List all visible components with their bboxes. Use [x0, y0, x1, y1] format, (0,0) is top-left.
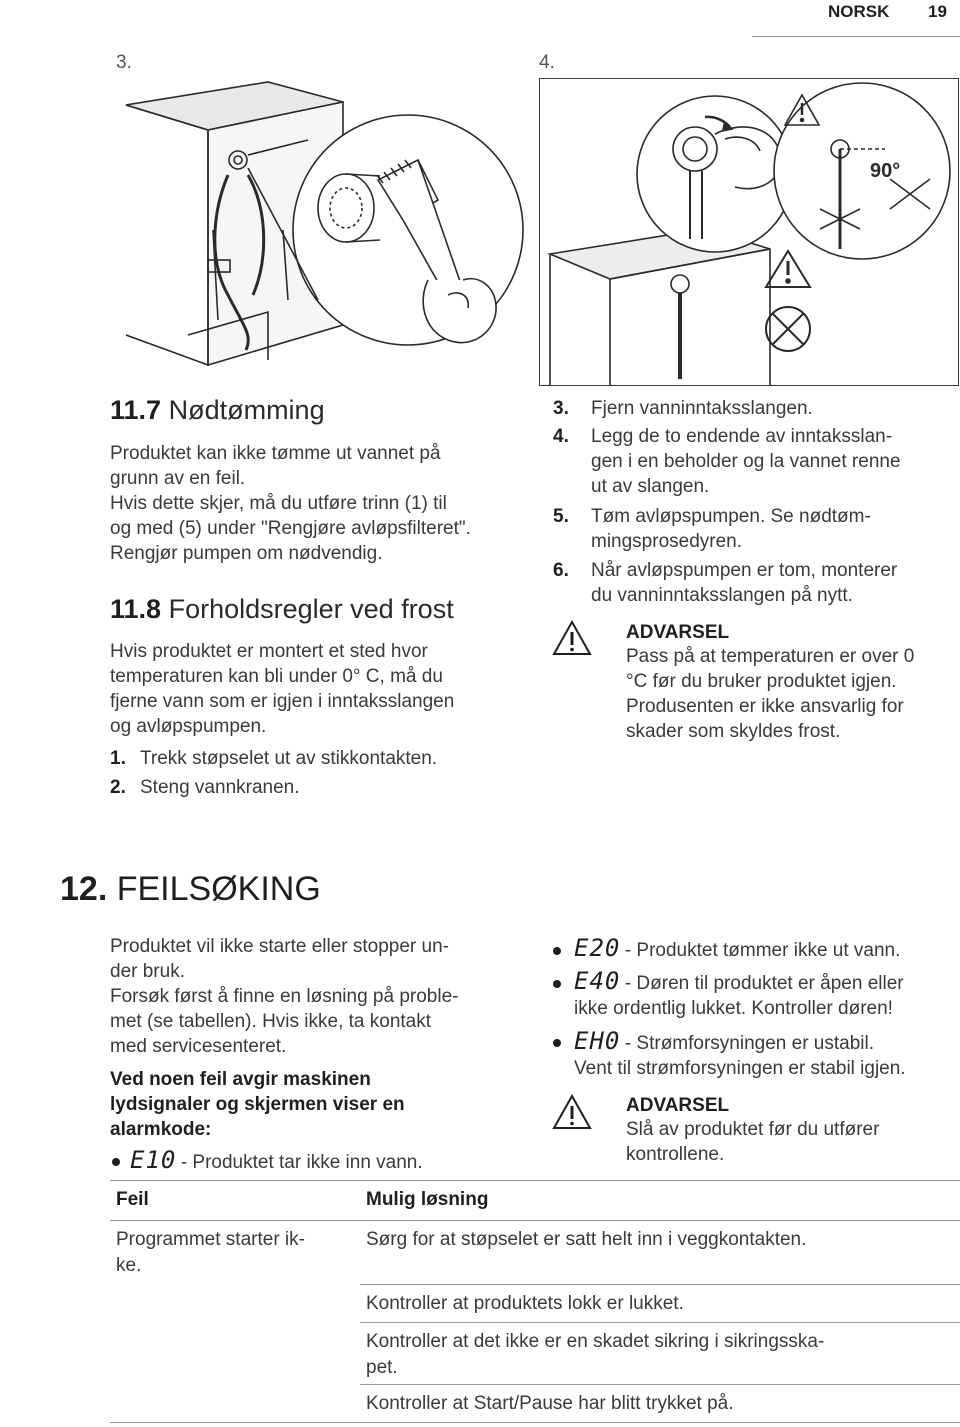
section-11-7-heading: [110, 395, 325, 426]
section-number: 11.7: [110, 395, 162, 425]
text-line: mingsprosedyren.: [591, 531, 743, 552]
page-number: 19: [928, 2, 947, 21]
table-cell-solution: Kontroller at Start/Pause har blitt trykket på.: [366, 1393, 734, 1414]
frost-warning: [626, 622, 956, 744]
text-line: Tøm avløpspumpen. Se nødtøm-: [591, 506, 871, 527]
table-top-border: [110, 1180, 960, 1181]
text-line: ut av slangen.: [591, 476, 710, 497]
figure-4-label: 4.: [539, 52, 555, 73]
text-line: skader som skyldes frost.: [626, 721, 841, 742]
alarm-text: - Produktet tar ikke inn vann.: [180, 1152, 423, 1173]
bullet: [553, 1039, 561, 1047]
table-row-border: [360, 1322, 960, 1323]
alarm-code-e10: [130, 1146, 423, 1175]
text-line: pet.: [366, 1357, 398, 1378]
figure-4-illustration: [539, 78, 959, 386]
alarm-code: E20: [574, 934, 621, 962]
section-11-8-body: [110, 639, 530, 739]
table-cell-solution: [366, 1329, 956, 1381]
text-line: Produsenten er ikke ansvarlig for: [626, 696, 904, 717]
section-number: 11.8: [110, 594, 162, 624]
table-header-solution: Mulig løsning: [366, 1189, 489, 1210]
table-row-border: [360, 1384, 960, 1385]
text-line: med servicesenteret.: [110, 1036, 287, 1057]
alarm-text: - Strømforsyningen er ustabil.: [624, 1033, 875, 1054]
step-number: 6.: [553, 560, 569, 581]
alarm-code: E40: [574, 967, 621, 995]
text-line: Pass på at temperaturen er over 0: [626, 646, 915, 667]
alarm-text: - Døren til produktet er åpen eller: [624, 973, 904, 994]
alarm-code: EH0: [574, 1027, 621, 1055]
step-3: [553, 396, 813, 421]
bullet: [553, 947, 561, 955]
text-line: og med (5) under "Rengjøre avløpsfilteret".: [110, 518, 471, 539]
step-6: [553, 558, 897, 608]
troubleshooting-intro: [110, 934, 520, 1059]
alarm-text: - Produktet tømmer ikke ut vann.: [624, 940, 901, 961]
header-divider: [752, 36, 960, 37]
table-bottom-border: [110, 1422, 960, 1423]
step-number: 1.: [110, 748, 126, 769]
warning-icon: [552, 620, 592, 661]
step-number: 2.: [110, 777, 126, 798]
bullet: [112, 1158, 120, 1166]
step-text: Fjern vanninntaksslangen.: [591, 398, 813, 419]
section-11-8-heading: [110, 594, 454, 625]
alarm-intro: [110, 1067, 520, 1142]
text-line: du vanninntaksslangen på nytt.: [591, 585, 853, 606]
warning-title: ADVARSEL: [626, 622, 730, 643]
text-line: ke.: [116, 1255, 142, 1276]
step-4: [553, 424, 901, 499]
chapter-12-heading: [60, 870, 321, 909]
table-header-problem: Feil: [116, 1189, 149, 1210]
text-line: Legg de to endende av inntaksslan-: [591, 426, 893, 447]
text-line: grunn av en feil.: [110, 468, 246, 489]
text-line: temperaturen kan bli under 0° C, må du: [110, 666, 443, 687]
alarm-code-e40: [574, 967, 958, 1021]
table-header-border: [110, 1220, 960, 1221]
text-line: Når avløpspumpen er tom, monterer: [591, 560, 898, 581]
header-language: NORSK: [828, 2, 890, 21]
text-line: fjerne vann som er igjen i inntaksslangen: [110, 691, 455, 712]
text-line: kontrollene.: [626, 1144, 725, 1165]
text-line: gen i en beholder og la vannet renne: [591, 451, 901, 472]
alarm-code: E10: [130, 1146, 177, 1174]
text-line: og avløpspumpen.: [110, 716, 267, 737]
text-line: alarmkode:: [110, 1119, 212, 1140]
step-text: [591, 504, 871, 554]
alarm-text: ikke ordentlig lukket. Kontroller døren!: [574, 998, 893, 1019]
text-line: Hvis dette skjer, må du utføre trinn (1) til: [110, 493, 447, 514]
step-text: [591, 558, 897, 608]
chapter-number: 12.: [60, 870, 108, 908]
text-line: Slå av produktet før du utfører: [626, 1119, 880, 1140]
step-5: [553, 504, 871, 554]
step-2: [110, 775, 300, 800]
figure-3-illustration: [118, 80, 528, 380]
text-line: met (se tabellen). Hvis ikke, ta kontakt: [110, 1011, 432, 1032]
power-off-warning: [626, 1095, 956, 1167]
step-number: 5.: [553, 506, 569, 527]
step-text: Steng vannkranen.: [140, 777, 300, 798]
text-line: Rengjør pumpen om nødvendig.: [110, 543, 383, 564]
section-11-7-body: [110, 441, 530, 566]
table-cell-solution: Kontroller at produktets lokk er lukket.: [366, 1293, 684, 1314]
chapter-title: FEILSØKING: [116, 870, 321, 908]
section-title: Forholdsregler ved frost: [168, 594, 454, 624]
alarm-code-e20: [574, 934, 900, 963]
text-line: der bruk.: [110, 961, 185, 982]
table-row-border: [360, 1284, 960, 1285]
text-line: Hvis produktet er montert et sted hvor: [110, 641, 428, 662]
angle-label: 90°: [870, 160, 901, 182]
step-text: [591, 424, 901, 499]
bullet: [553, 980, 561, 988]
section-title: Nødtømming: [168, 395, 325, 425]
text-line: Produktet vil ikke starte eller stopper un-: [110, 936, 449, 957]
warning-icon: [552, 1094, 592, 1135]
step-text: Trekk støpselet ut av stikkontakten.: [140, 748, 438, 769]
step-number: 3.: [553, 398, 569, 419]
step-1: [110, 746, 437, 771]
text-line: Produktet kan ikke tømme ut vannet på: [110, 443, 441, 464]
step-number: 4.: [553, 426, 569, 447]
warning-title: ADVARSEL: [626, 1095, 730, 1116]
text-line: °C før du bruker produktet igjen.: [626, 671, 897, 692]
text-line: Programmet starter ik-: [116, 1229, 305, 1250]
text-line: Forsøk først å finne en løsning på proble-: [110, 986, 459, 1007]
text-line: lydsignaler og skjermen viser en: [110, 1094, 405, 1115]
text-line: Ved noen feil avgir maskinen: [110, 1069, 371, 1090]
table-cell-problem: [116, 1227, 356, 1279]
table-cell-solution: Sørg for at støpselet er satt helt inn i veggkontakten.: [366, 1229, 807, 1250]
figure-3-label: 3.: [116, 52, 132, 73]
text-line: Kontroller at det ikke er en skadet sikring i sikringsska-: [366, 1331, 825, 1352]
alarm-code-eh0: [574, 1027, 958, 1081]
alarm-text: Vent til strømforsyningen er stabil igjen.: [574, 1058, 906, 1079]
